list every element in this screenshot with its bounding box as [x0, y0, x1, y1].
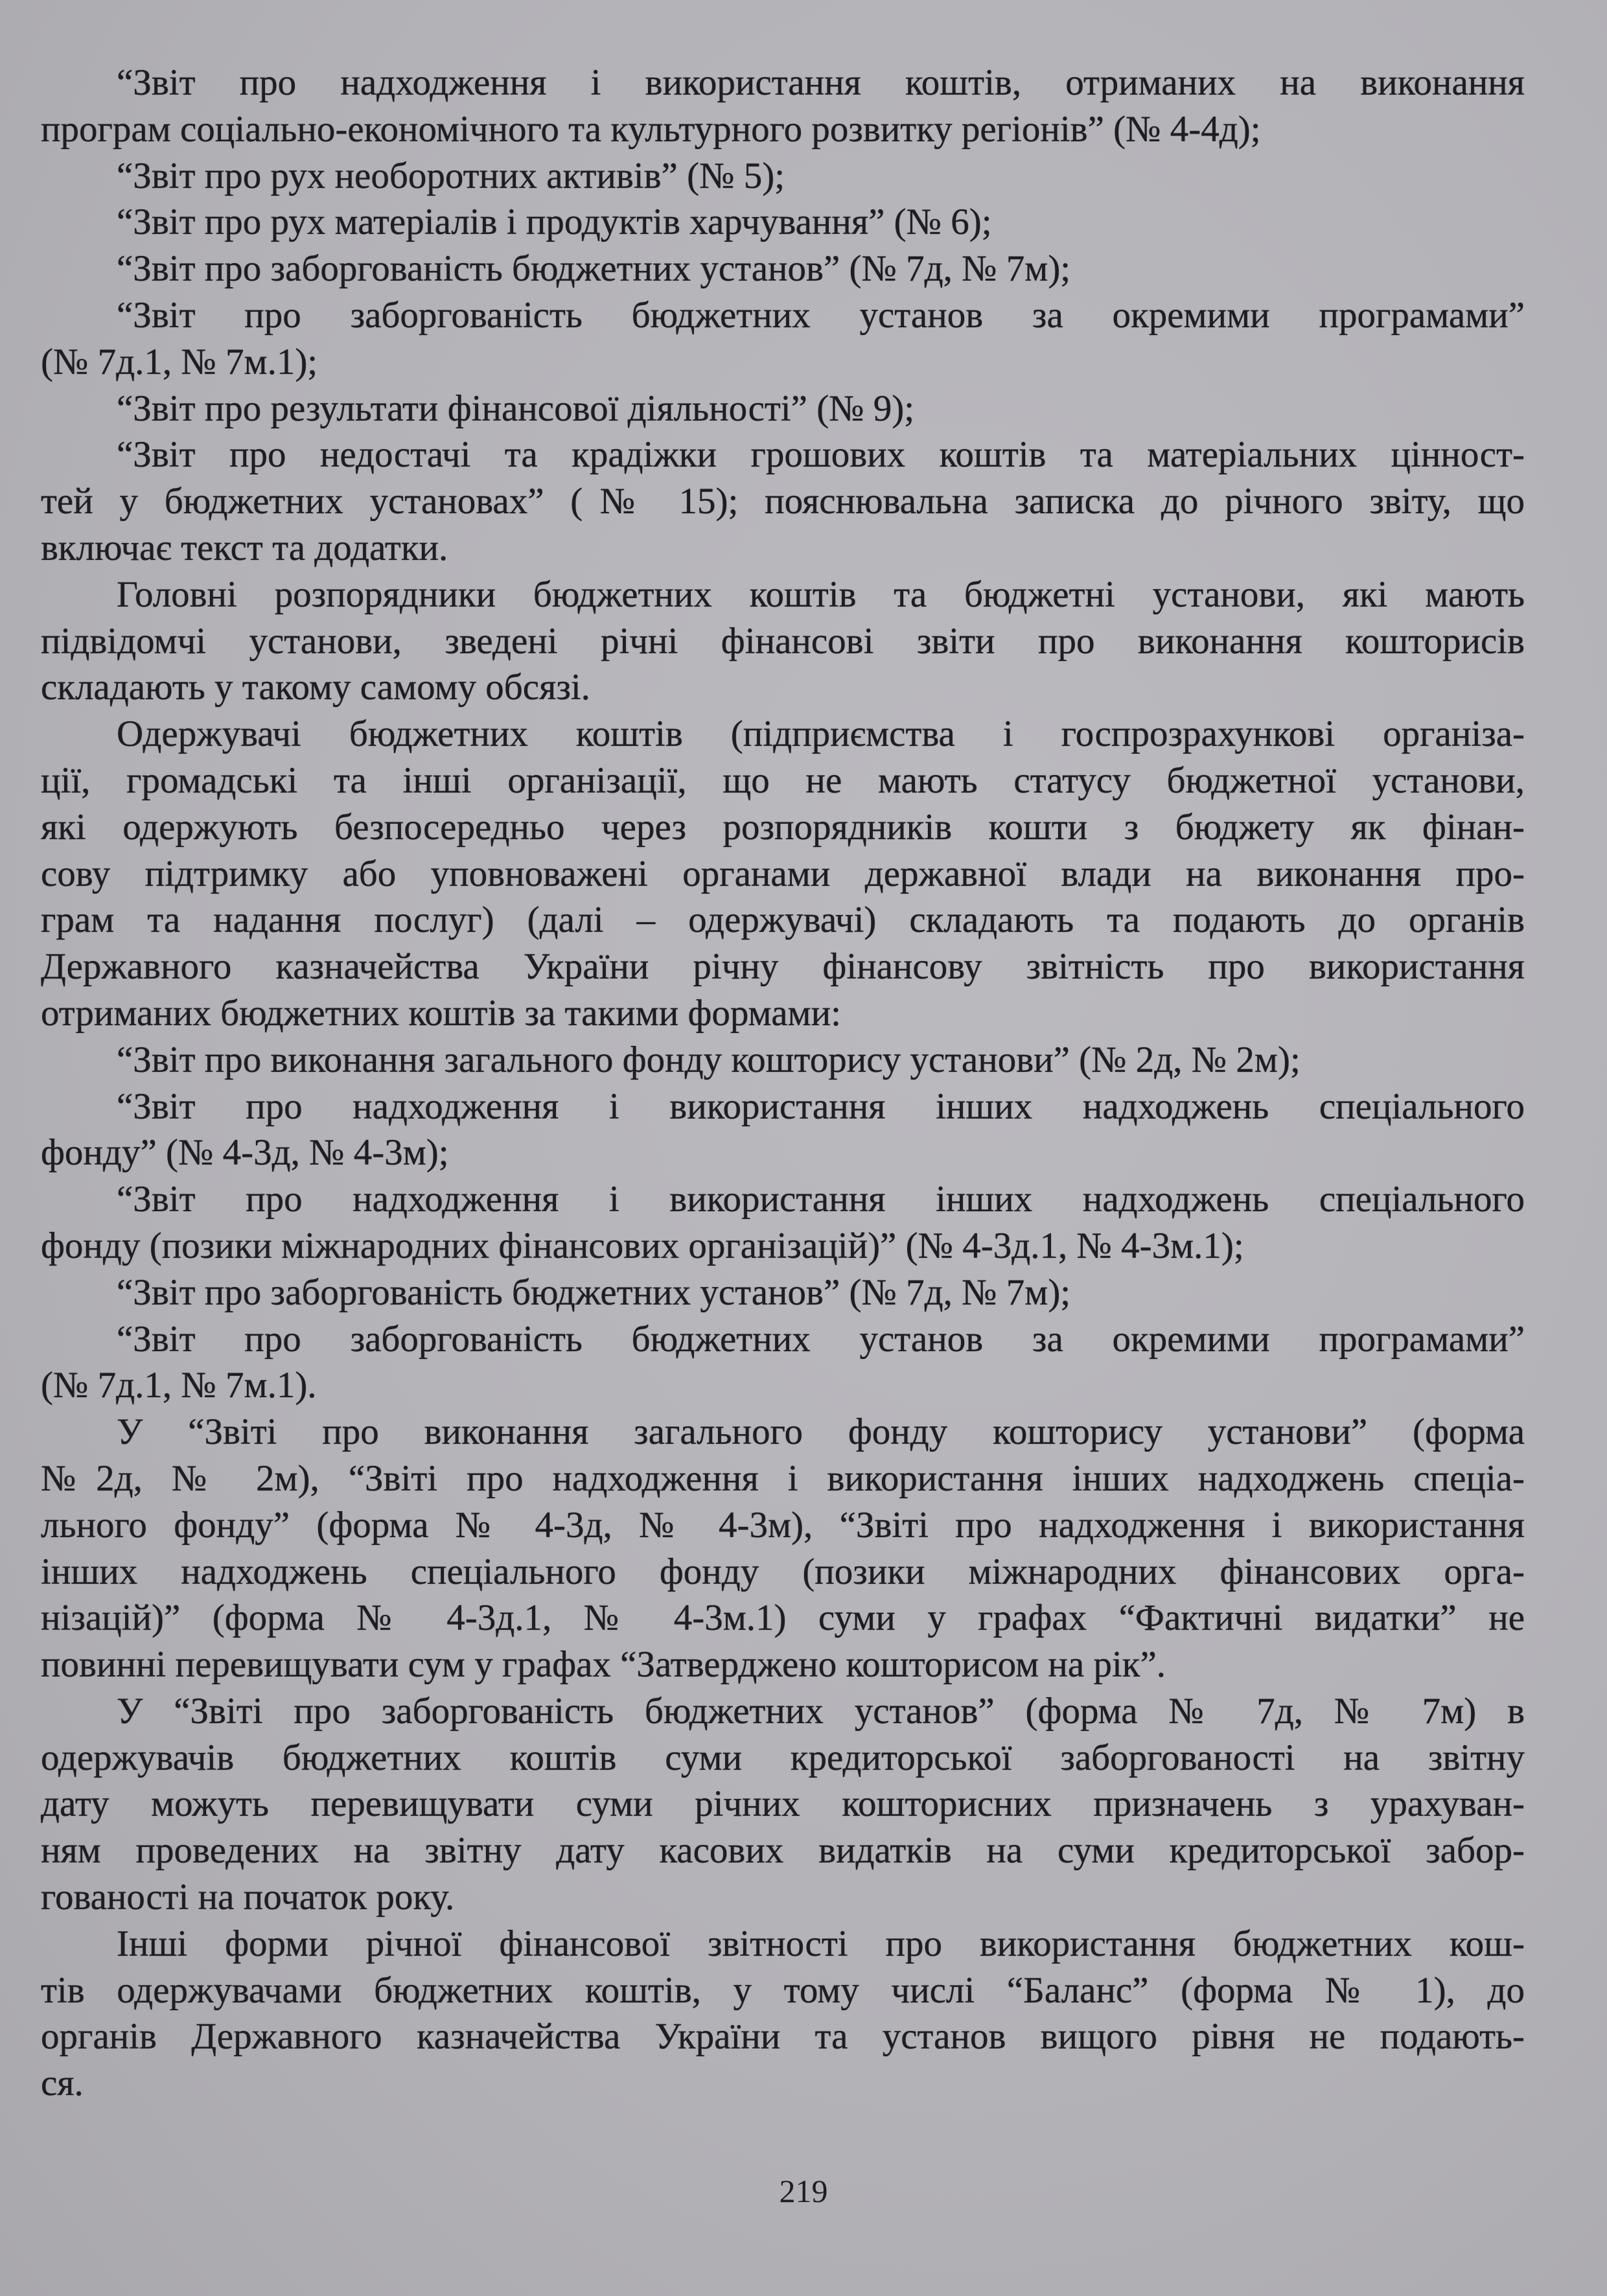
- text-line: інших надходжень спеціального фонду (позики міжнародних фінансових орга-: [41, 1551, 1525, 1592]
- paragraph: [41, 246, 1525, 292]
- page-body-text: [41, 60, 1525, 2107]
- text-line: гованості на початок року.: [41, 1877, 455, 1918]
- text-line: “Звіт про виконання загального фонду кошторису установи” (№ 2д, № 2м);: [117, 1039, 1301, 1080]
- text-line: одержувачів бюджетних коштів суми кредиторської заборгованості на звітну: [41, 1737, 1525, 1778]
- text-line: №2д, № 2м), “Звіті про надходження і використання інших надходжень спеціа-: [41, 1457, 1525, 1499]
- text-line: (№ 7д.1, № 7м.1);: [41, 341, 318, 382]
- page-number: 219: [779, 2173, 828, 2209]
- text-line: Одержувачі бюджетних коштів (підприємства і госпрозрахункові організа-: [117, 713, 1525, 755]
- text-line: тей у бюджетних установах” (№ 15); пояснювальна записка до річного звіту, що: [41, 481, 1525, 522]
- text-line: ції, громадські та інші організації, що не мають статусу бюджетної установи,: [41, 760, 1525, 801]
- text-line: грам та надання послуг) (далі – одержувачі) складають та подають до органів: [41, 899, 1525, 941]
- text-line: “Звіт про рух матеріалів і продуктів харчування” (№ 6);: [117, 202, 992, 243]
- paragraph: [41, 711, 1525, 1037]
- text-line: “Звіт про заборгованість бюджетних установ за окремими програмами”: [117, 294, 1525, 336]
- text-line: тів одержувачами бюджетних коштів, у тому числі “Баланс” (форма № 1), до: [41, 1969, 1525, 2011]
- paragraph: [41, 1037, 1525, 1084]
- text-line: ням проведених на звітну дату касових видатків на суми кредиторської забор-: [41, 1830, 1525, 1872]
- text-line: “Звіт про заборгованість бюджетних установ” (№ 7д, № 7м);: [117, 248, 1071, 290]
- text-line: органів Державного казначейства України та установ вищого рівня не подають-: [41, 2016, 1525, 2058]
- paragraph: [41, 572, 1525, 711]
- text-line: сову підтримку або уповноважені органами державної влади на виконання про-: [41, 853, 1525, 894]
- paragraph: [41, 60, 1525, 153]
- paragraph: [41, 1270, 1525, 1316]
- text-line: Інші форми річної фінансової звітності про використання бюджетних кош-: [117, 1923, 1525, 1964]
- text-line: фонду (позики міжнародних фінансових організацій)” (№ 4-3д.1, № 4-3м.1);: [41, 1225, 1244, 1266]
- text-line: “Звіт про рух необоротних активів” (№ 5);: [117, 155, 785, 196]
- text-line: які одержують безпосередньо через розпорядників кошти з бюджету як фінан-: [41, 806, 1525, 848]
- paragraph: [41, 1921, 1525, 2107]
- paragraph: [41, 153, 1525, 200]
- text-line: фонду” (№ 4-3д, № 4-3м);: [41, 1132, 449, 1174]
- text-line: отриманих бюджетних коштів за такими формами:: [41, 992, 841, 1034]
- text-line: “Звіт про надходження і використання коштів, отриманих на виконання: [117, 62, 1525, 103]
- text-line: “Звіт про заборгованість бюджетних установ за окремими програмами”: [117, 1318, 1525, 1360]
- paragraph: [41, 1409, 1525, 1688]
- text-line: підвідомчі установи, зведені річні фінансові звіти про виконання кошторисів: [41, 620, 1525, 662]
- paragraph: [41, 386, 1525, 432]
- text-line: “Звіт про результати фінансової діяльності” (№ 9);: [117, 388, 915, 429]
- text-line: “Звіт про недостачі та крадіжки грошових коштів та матеріальних цінност-: [117, 434, 1525, 476]
- paragraph: [41, 1688, 1525, 1921]
- text-line: (№ 7д.1, № 7м.1).: [41, 1365, 317, 1406]
- paragraph: [41, 1176, 1525, 1270]
- text-line: “Звіт про заборгованість бюджетних установ” (№ 7д, № 7м);: [117, 1271, 1071, 1313]
- text-line: програм соціально-економічного та культурного розвитку регіонів” (№ 4-4д);: [41, 108, 1261, 150]
- text-line: У “Звіті про виконання загального фонду кошторису установи” (форма: [117, 1411, 1525, 1453]
- paragraph: [41, 432, 1525, 571]
- text-line: нізацій)” (форма № 4-3д.1, № 4-3м.1) суми у графах “Фактичні видатки” не: [41, 1597, 1525, 1639]
- text-line: льного фонду” (форма № 4-3д, № 4-3м), “Звіті про надходження і використання: [41, 1504, 1525, 1546]
- text-line: Державного казначейства України річну фінансову звітність про використання: [41, 946, 1525, 988]
- text-line: Головні розпорядники бюджетних коштів та бюджетні установи, які мають: [117, 574, 1525, 615]
- text-line: “Звіт про надходження і використання інших надходжень спеціального: [117, 1179, 1525, 1220]
- paragraph: [41, 1084, 1525, 1177]
- text-line: У “Звіті про заборгованість бюджетних установ” (форма № 7д, № 7м) в: [117, 1690, 1525, 1732]
- text-line: дату можуть перевищувати суми річних кошторисних призначень з урахуван-: [41, 1783, 1525, 1825]
- paragraph: [41, 199, 1525, 246]
- text-line: включає текст та додатки.: [41, 527, 448, 568]
- paragraph: [41, 292, 1525, 386]
- text-line: складають у такому самому обсязі.: [41, 667, 590, 708]
- text-line: ся.: [41, 2063, 84, 2104]
- text-line: “Звіт про надходження і використання інших надходжень спеціального: [117, 1085, 1525, 1127]
- paragraph: [41, 1316, 1525, 1409]
- text-line: повинні перевищувати сум у графах “Затверджено кошторисом на рік”.: [41, 1644, 1166, 1686]
